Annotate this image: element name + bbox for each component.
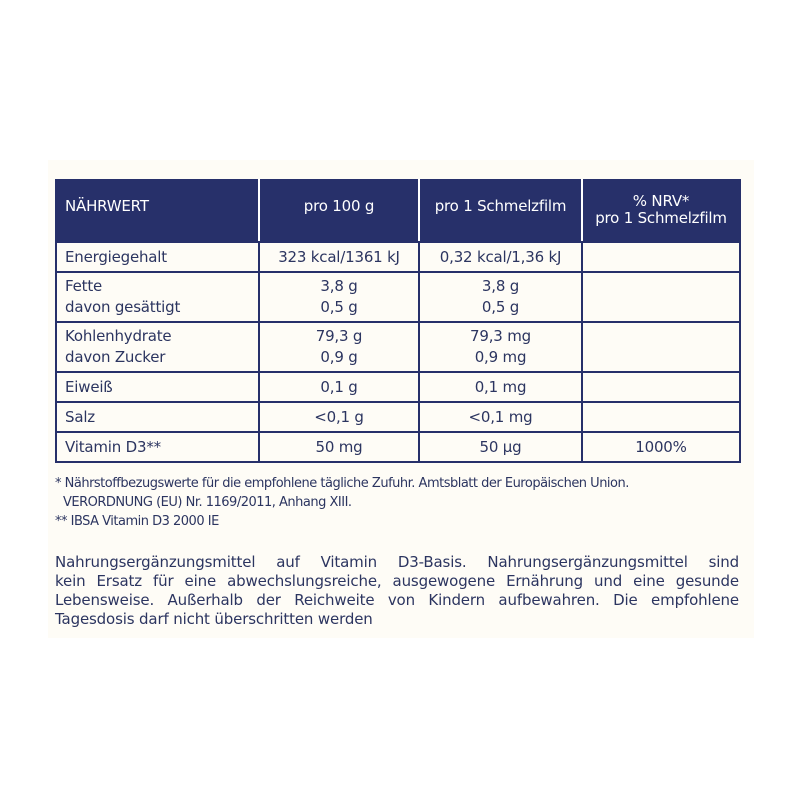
- value-line: 0,1 g: [320, 377, 358, 396]
- value-line: 323 kcal/1361 kJ: [278, 247, 400, 266]
- disclaimer-text: [55, 553, 739, 629]
- table-row: [56, 372, 740, 402]
- value-line: <0,1 g: [314, 407, 364, 426]
- per-film-cell: [419, 322, 582, 372]
- table-row: [56, 272, 740, 322]
- value-line: 79,3 mg: [470, 327, 531, 345]
- disclaimer-line: kein Ersatz für eine abwechslungsreiche, ausgewogene Ernährung und eine gesunde: [55, 572, 739, 590]
- value-line: 50 µg: [479, 437, 522, 456]
- footnotes: [55, 474, 745, 531]
- disclaimer-line: Tagesdosis darf nicht überschritten werden: [55, 610, 373, 628]
- label-line: Salz: [65, 407, 95, 426]
- header-per-film: pro 1 Schmelzfilm: [419, 180, 582, 242]
- label-line: Eiweiß: [65, 377, 113, 396]
- per-film-cell: [419, 372, 582, 402]
- per-film-cell: [419, 242, 582, 272]
- per-100g-cell: [259, 372, 419, 402]
- disclaimer-line: Lebensweise. Außerhalb der Reichweite von Kindern aufbewahren. Die empfohlene: [55, 591, 739, 609]
- row-label: [56, 432, 259, 462]
- per-film-cell: [419, 272, 582, 322]
- per-100g-cell: [259, 402, 419, 432]
- per-100g-cell: [259, 432, 419, 462]
- row-label: [56, 322, 259, 372]
- label-sub-line: davon gesättigt: [65, 298, 181, 316]
- nutrition-table: [55, 179, 741, 463]
- label-line: Vitamin D3**: [65, 437, 161, 456]
- footnote-nrv-regulation: VERORDNUNG (EU) Nr. 1169/2011, Anhang XIII.: [63, 495, 352, 510]
- value-line: 79,3 g: [315, 327, 363, 345]
- value-sub-line: 0,9 mg: [474, 348, 527, 366]
- per-film-cell: [419, 402, 582, 432]
- value-line: <0,1 mg: [468, 407, 533, 426]
- row-label: [56, 272, 259, 322]
- nrv-cell: [582, 372, 740, 402]
- value-sub-line: 0,9 g: [320, 348, 358, 366]
- value-line: 3,8 g: [320, 277, 358, 295]
- value-sub-line: 0,5 g: [320, 298, 358, 316]
- per-100g-cell: [259, 242, 419, 272]
- value-line: 0,32 kcal/1,36 kJ: [439, 247, 562, 266]
- header-per-100g: pro 100 g: [259, 180, 419, 242]
- header-naehrwert: NÄHRWERT: [56, 180, 259, 242]
- table-row: [56, 402, 740, 432]
- nrv-cell: [582, 242, 740, 272]
- per-film-cell: [419, 432, 582, 462]
- per-100g-cell: [259, 322, 419, 372]
- value-line: 0,1 mg: [474, 377, 527, 396]
- label-line: Fette: [65, 277, 103, 295]
- value-line: 50 mg: [315, 437, 363, 456]
- row-label: [56, 402, 259, 432]
- value-line: 3,8 g: [481, 277, 520, 295]
- disclaimer-line: Nahrungsergänzungsmittel auf Vitamin D3-Basis. Nahrungsergänzungsmittel sind: [55, 553, 739, 571]
- nrv-cell: [582, 272, 740, 322]
- value-sub-line: 0,5 g: [481, 298, 520, 316]
- table-header-row: [56, 180, 740, 242]
- header-nrv-line1: % NRV*: [632, 192, 690, 210]
- table-row: [56, 432, 740, 462]
- table-row: [56, 242, 740, 272]
- row-label: [56, 372, 259, 402]
- footnote-nrv: * Nährstoffbezugswerte für die empfohlene tägliche Zufuhr. Amtsblatt der Europäischen Union.: [55, 476, 629, 491]
- label-line: Kohlenhydrate: [65, 327, 172, 345]
- nrv-cell: [582, 322, 740, 372]
- nrv-cell: 1000%: [582, 432, 740, 462]
- footnote-vitamin: ** IBSA Vitamin D3 2000 IE: [55, 514, 219, 529]
- header-nrv-line2: pro 1 Schmelzfilm: [595, 209, 727, 227]
- header-nrv: [582, 180, 740, 242]
- label-line: Energiegehalt: [65, 247, 167, 266]
- label-sub-line: davon Zucker: [65, 348, 166, 366]
- per-100g-cell: [259, 272, 419, 322]
- table-row: [56, 322, 740, 372]
- row-label: [56, 242, 259, 272]
- nrv-cell: [582, 402, 740, 432]
